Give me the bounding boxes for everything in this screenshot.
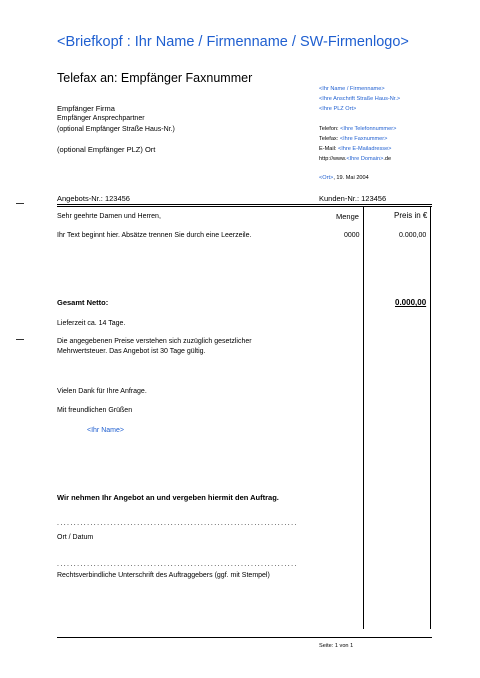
footer-rule	[57, 637, 432, 638]
signature-line: ........................................................................	[57, 561, 298, 568]
sender-web	[319, 156, 391, 162]
column-divider-qty	[363, 207, 364, 629]
prices-note-line1: Die angegebenen Preise verstehen sich zuzüglich gesetzlicher	[57, 338, 252, 345]
sender-street: <Ihre Anschrift Straße Haus-Nr.>	[319, 96, 401, 102]
signature-name: <Ihr Name>	[87, 427, 124, 434]
sender-web-suffix: .de	[383, 156, 392, 162]
letterhead: <Briefkopf : Ihr Name / Firmenname / SW-Firmenlogo>	[57, 34, 409, 50]
offer-number: Angebots-Nr.: 123456	[57, 194, 130, 203]
sender-web-value: <Ihre Domain>	[346, 156, 384, 162]
sender-place-date	[319, 175, 369, 181]
place-date-line: ........................................................................	[57, 520, 298, 527]
sender-email-value: <Ihre E-Mailadresse>	[337, 146, 392, 152]
place-date-label: Ort / Datum	[57, 534, 94, 541]
sender-name: <Ihr Name / Firmenname>	[319, 86, 385, 92]
fax-title: Telefax an: Empfänger Faxnummer	[57, 71, 253, 85]
body-text: Ihr Text beginnt hier. Absätze trennen Sie durch eine Leerzeile.	[57, 232, 252, 239]
sender-place: <Ort>	[319, 175, 334, 181]
price-value: 0.000,00	[399, 232, 427, 239]
net-total-label: Gesamt Netto:	[57, 298, 109, 307]
header-rule-top	[57, 204, 432, 205]
sender-phone	[319, 126, 396, 132]
signature-label: Rechtsverbindliche Unterschrift des Auftraggebers (ggf. mit Stempel)	[57, 572, 270, 579]
recipient-city: (optional Empfänger PLZ) Ort	[57, 145, 156, 154]
net-total-value: 0.000,00	[395, 298, 427, 307]
thanks-text: Vielen Dank für Ihre Anfrage.	[57, 388, 147, 395]
sender-phone-value: <Ihre Telefonnummer>	[340, 126, 397, 132]
sender-phone-label: Telefon:	[319, 126, 339, 132]
acceptance-text: Wir nehmen Ihr Angebot an und vergeben hiermit den Auftrag.	[57, 493, 279, 502]
sender-city: <Ihre PLZ Ort>	[319, 106, 357, 112]
header-rule-bottom	[57, 206, 432, 207]
sender-fax-value: <Ihre Faxnummer>	[339, 136, 388, 142]
sender-email-label: E-Mail:	[319, 146, 337, 152]
sender-web-prefix: http://www.	[319, 156, 347, 162]
recipient-company: Empfänger Firma	[57, 104, 115, 113]
recipient-contact: Empfänger Ansprechpartner	[57, 115, 145, 122]
price-column-header: Preis in €	[394, 211, 428, 220]
recipient-street: (optional Empfänger Straße Haus-Nr.)	[57, 126, 175, 133]
greeting: Sehr geehrte Damen und Herren,	[57, 213, 161, 220]
customer-number: Kunden-Nr.: 123456	[319, 194, 387, 203]
letter-date: , 19. Mai 2004	[333, 175, 369, 181]
closing-text: Mit freundlichen Grüßen	[57, 407, 133, 414]
prices-note-line2: Mehrwertsteuer. Das Angebot ist 30 Tage gültig.	[57, 348, 206, 355]
fold-mark-top	[16, 203, 24, 204]
qty-value: 0000	[344, 232, 360, 239]
column-divider-price	[430, 207, 431, 629]
fold-mark-middle	[16, 339, 24, 340]
delivery-time: Lieferzeit ca. 14 Tage.	[57, 320, 126, 327]
sender-fax-label: Telefax:	[319, 136, 339, 142]
sender-email	[319, 146, 391, 152]
sender-fax	[319, 136, 387, 142]
qty-column-header: Menge	[336, 212, 359, 221]
page-number: Seite: 1 von 1	[319, 643, 354, 649]
